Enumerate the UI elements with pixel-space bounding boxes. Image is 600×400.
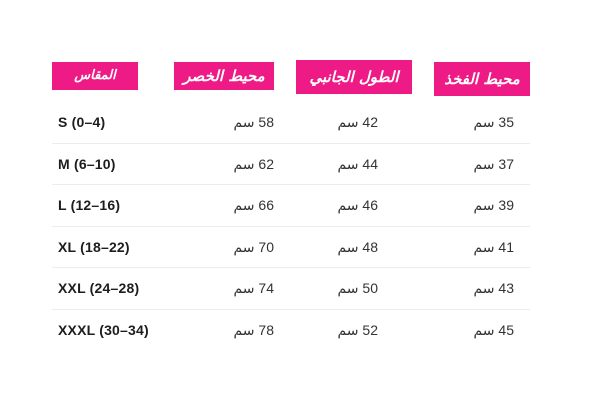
thigh-cell: 37 سم [473,155,514,172]
table-row [52,185,530,227]
thigh-cell: 35 سم [473,114,514,130]
table-row [52,310,530,351]
size-cell: XXXL (30–34) [58,321,149,338]
size-cell: XL (18–22) [58,238,130,255]
size-cell: XXL (24–28) [58,280,140,296]
header-size: المقاس [52,62,138,90]
size-cell: M (6–10) [58,155,116,172]
thigh-cell: 45 سم [473,321,514,338]
table-row [52,268,530,310]
size-cell: L (12–16) [58,197,121,213]
table-row [52,102,530,144]
waist-cell: 58 سم [233,114,274,130]
thigh-cell: 43 سم [473,280,514,296]
table-row [52,227,530,269]
table-row [52,144,530,186]
table-header-row [52,58,530,102]
waist-cell: 62 سم [233,155,274,172]
waist-cell: 66 سم [233,197,274,213]
side-length-cell: 42 سم [337,114,378,130]
waist-cell: 70 سم [233,238,274,255]
thigh-cell: 41 سم [473,238,514,255]
header-side-length: الطول الجانبي [296,60,412,94]
side-length-cell: 48 سم [337,238,378,255]
thigh-cell: 39 سم [473,197,514,213]
header-thigh: محيط الفخذ [434,62,530,96]
side-length-cell: 52 سم [337,321,378,338]
size-chart-table [52,58,530,350]
size-cell: S (0–4) [58,114,106,130]
side-length-cell: 44 سم [337,155,378,172]
header-waist: محيط الخصر [174,62,274,90]
waist-cell: 74 سم [233,280,274,296]
side-length-cell: 50 سم [337,280,378,296]
side-length-cell: 46 سم [337,197,378,213]
waist-cell: 78 سم [233,321,274,338]
